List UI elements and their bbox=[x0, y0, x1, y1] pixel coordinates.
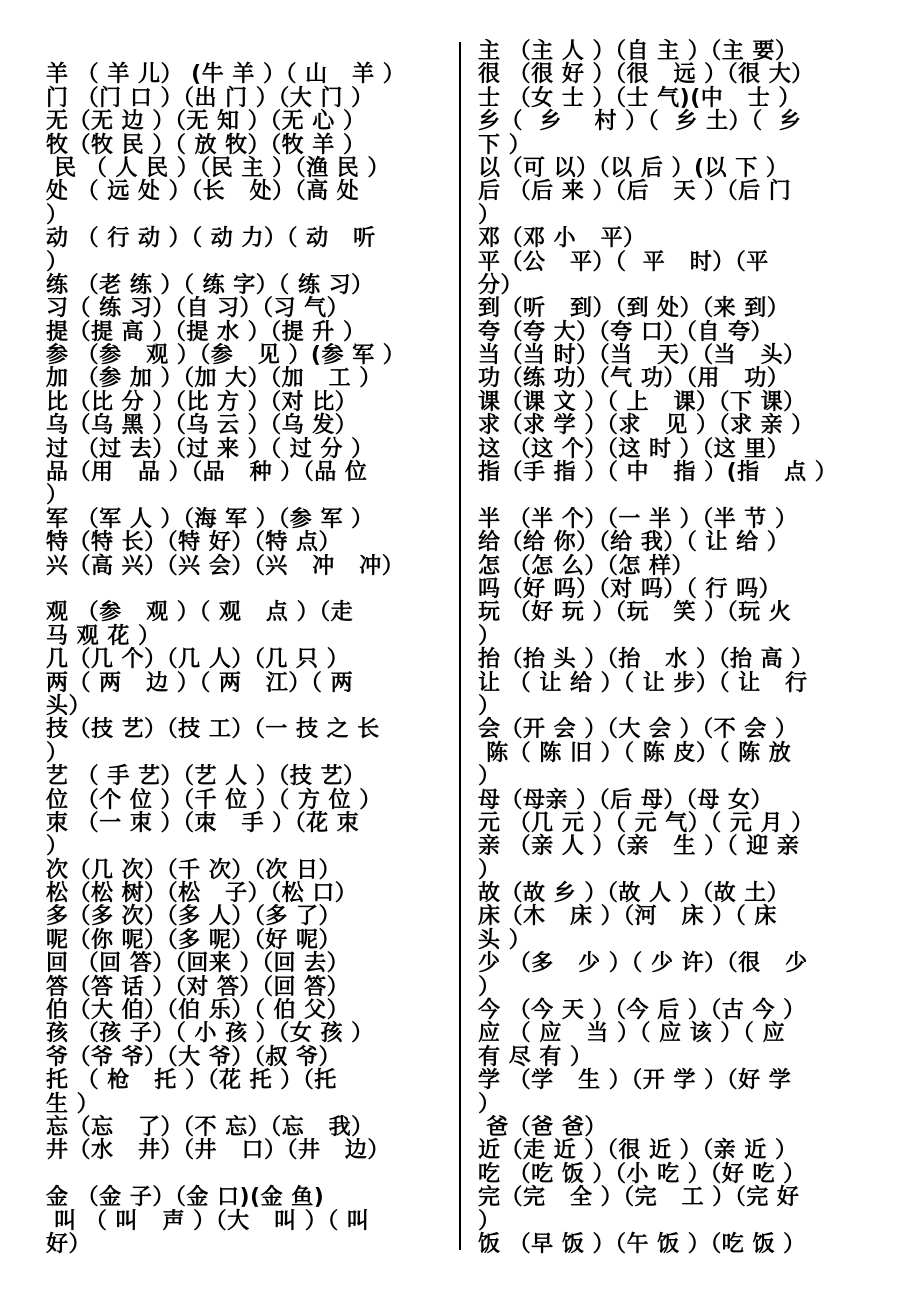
word-line: 无（无 边 ）（无 知 ）（无 心 ） bbox=[46, 109, 366, 135]
word-line: 头 ） bbox=[478, 927, 532, 953]
word-line bbox=[478, 484, 888, 507]
word-line: 几（几 个）（几 人）（几 只 ） bbox=[46, 647, 350, 673]
word-line: 好） bbox=[46, 1231, 92, 1257]
word-line: 这 （这 个）（这 时 ）（这 里） bbox=[478, 436, 790, 462]
word-line: 分） bbox=[478, 272, 524, 298]
word-line: 半 （半 个）（一 半 ）（半 节 ） bbox=[478, 506, 798, 532]
word-line: ） bbox=[478, 764, 501, 790]
word-line: ） bbox=[478, 1091, 501, 1117]
word-line: 门 （门 口 ）（出 门 ）（大 门 ） bbox=[46, 85, 374, 111]
word-line: 有 尽 有 ） bbox=[478, 1044, 593, 1070]
word-line: 次（几 次）（千 次）（次 日） bbox=[46, 857, 341, 883]
word-line: 忘（忘 了）（不 忘）（忘 我） bbox=[46, 1114, 374, 1140]
word-line: 参 （参 观 ）（参 见 ）(参 军 ） bbox=[46, 343, 406, 369]
word-line: 技（技 艺）（技 工）（一 技 之 长 bbox=[46, 717, 380, 743]
word-line: 井（水 井）（井 口）（井 边） bbox=[46, 1138, 390, 1164]
word-line: 处 （ 远 处 ）（长 处）（高 处 bbox=[46, 179, 360, 205]
word-line: 饭 （早 饭 ）（午 饭 ）（吃 饭 ） bbox=[478, 1231, 806, 1257]
word-line: 叫 （ 叫 声 ）（大 叫 ）（ 叫 bbox=[46, 1208, 370, 1234]
word-line: 兴（高 兴）（兴 会）（兴 冲 冲） bbox=[46, 553, 405, 579]
word-line: 松（松 树）（松 子）（松 口） bbox=[46, 881, 358, 907]
word-line: ） bbox=[478, 974, 501, 1000]
word-line: 夸（夸 大）（夸 口）（自 夸） bbox=[478, 319, 773, 345]
word-line: 观 （参 观 ）（ 观 点 ）（走 bbox=[46, 600, 354, 626]
word-line: 会（开 会 ）（大 会 ）（不 会 ） bbox=[478, 717, 798, 743]
word-line: ） bbox=[46, 202, 69, 228]
word-line: 回 （回 答）（回来 ）（回 去） bbox=[46, 951, 350, 977]
word-line: ） bbox=[46, 483, 69, 509]
word-line bbox=[46, 40, 448, 63]
word-line: 托 （ 枪 托 ）（花 托 ）（托 bbox=[46, 1068, 337, 1094]
word-line: 羊 （ 羊 儿） (牛 羊 ）（ 山 羊 ） bbox=[46, 62, 406, 88]
word-line: 牧（牧 民 ）（ 放 牧）（牧 羊 ） bbox=[46, 132, 366, 158]
word-line: 提（提 高 ）（提 水 ）（提 升 ） bbox=[46, 319, 366, 345]
word-line bbox=[46, 578, 448, 601]
word-line: 陈（ 陈 旧 ）（ 陈 皮）（ 陈 放 bbox=[478, 740, 792, 766]
word-line: 伯（大 伯）（伯 乐）（ 伯 父） bbox=[46, 998, 350, 1024]
word-line: 过 （过 去）（过 来 ）（ 过 分 ） bbox=[46, 436, 374, 462]
word-line: 乡（ 乡 村 ）（ 乡 土）（ 乡 bbox=[478, 109, 802, 135]
word-line: 完（完 全 ）（完 工 ）（完 好 bbox=[478, 1185, 800, 1211]
right-word-column bbox=[478, 40, 888, 1256]
word-line: 士 （女 士 ）（士 气)(中 士 ） bbox=[478, 85, 801, 111]
word-line: ） bbox=[46, 834, 69, 860]
word-line: 军 （军 人 ）（海 军 ）（参 军 ） bbox=[46, 506, 374, 532]
word-line: 多（多 次）（多 人）（多 了） bbox=[46, 904, 341, 930]
word-line: 练 （老 练 ）（ 练 字）（ 练 习） bbox=[46, 272, 374, 298]
word-line: 加 （参 加 ）（加 大）（加 工 ） bbox=[46, 366, 382, 392]
word-line: ） bbox=[478, 623, 501, 649]
word-line: 学 （学 生 ）（开 学 ）（好 学 bbox=[478, 1068, 792, 1094]
word-line: 品（用 品 ）（品 种 ）（品 位 bbox=[46, 460, 368, 486]
word-line: 课（课 文 ）（ 上 课）（下 课） bbox=[478, 389, 806, 415]
word-line: ） bbox=[46, 249, 69, 275]
word-line: 给（给 你）（给 我）（ 让 给 ） bbox=[478, 530, 790, 556]
word-line: 少 （多 少 ）（ 少 许）（很 少 bbox=[478, 951, 808, 977]
word-line: 朿 （一 朿 ）（朿 手 ）（花 朿 bbox=[46, 810, 360, 836]
word-line: 玩 （好 玩 ）（玩 笑 ）（玩 火 bbox=[478, 600, 792, 626]
word-line: 爷（爷 爷）（大 爷）（叔 爷） bbox=[46, 1044, 341, 1070]
word-line: ） bbox=[478, 857, 501, 883]
word-line: 指（手 指 ）（ 中 指 ）(指 点 ） bbox=[478, 460, 838, 486]
word-line: 动 （ 行 动 ）（ 动 力）（ 动 听 bbox=[46, 226, 376, 252]
left-word-column bbox=[46, 40, 448, 1256]
word-line: 应 （ 应 当 ）（ 应 该 ）（ 应 bbox=[478, 1021, 786, 1047]
column-divider bbox=[459, 42, 461, 1250]
word-line: 答（答 话 ）（对 答）（回 答） bbox=[46, 974, 350, 1000]
word-line: 怎 （怎 么）（怎 样） bbox=[478, 553, 694, 579]
word-line: 两（ 两 边 ）（ 两 江）（ 两 bbox=[46, 670, 354, 696]
word-line: 元 （几 元 ）（ 元 气）（ 元 月 ） bbox=[478, 810, 814, 836]
word-line: 金 （金 子）（金 口)(金 鱼) bbox=[46, 1185, 325, 1211]
word-line: 很 （很 好 ）（很 远 ）（很 大） bbox=[478, 62, 814, 88]
word-line: 主 （主 人 ）（自 主 ）（主 要） bbox=[478, 39, 798, 64]
word-line: ） bbox=[478, 202, 501, 228]
word-line: ） bbox=[478, 693, 501, 719]
word-line: 平（公 平）（ 平 时）（平 bbox=[478, 249, 769, 275]
word-line: 功（练 功）（气 功）（用 功） bbox=[478, 366, 790, 392]
word-line: ） bbox=[46, 740, 69, 766]
word-line: 吗（好 吗）（对 吗）（ 行 吗） bbox=[478, 576, 782, 602]
word-line: 后 （后 来 ）（后 天 ）（后 门 bbox=[478, 179, 792, 205]
word-line: 呢（你 呢）（多 呢）（好 呢） bbox=[46, 927, 341, 953]
word-line: 习（ 练 习）（自 习）（习 气） bbox=[46, 296, 350, 322]
word-line: 床（木 床 ）（河 床 ）（ 床 bbox=[478, 904, 777, 930]
word-line: 位 （个 位 ）（千 位 ）（ 方 位 ） bbox=[46, 787, 382, 813]
word-line: 爸（爸 爸） bbox=[478, 1114, 607, 1140]
word-line: 母（母亲 ）（后 母）（母 女） bbox=[478, 787, 773, 813]
word-line: 当（当 时）（当 天）（当 头） bbox=[478, 343, 806, 369]
word-line: 抬（抬 头 ）（抬 水 ）（抬 高 ） bbox=[478, 647, 814, 673]
word-line: 头） bbox=[46, 693, 92, 719]
word-line: 吃 （吃 饭 ）（小 吃 ）（好 吃 ） bbox=[478, 1161, 806, 1187]
word-line: 马 观 花 ） bbox=[46, 623, 161, 649]
word-line: 特（特 长）（特 好）（特 点） bbox=[46, 530, 341, 556]
word-line: 比（比 分 ）（比 方 ）（对 比） bbox=[46, 389, 358, 415]
word-line: ） bbox=[478, 1208, 501, 1234]
word-line: 孩 （孩 子）（ 小 孩 ）（女 孩 ） bbox=[46, 1021, 374, 1047]
word-line: 求（求 学 ）（求 见 ）（求 亲 ） bbox=[478, 413, 814, 439]
word-line: 乌（乌 黑 ）（乌 云 ）（乌 发） bbox=[46, 413, 358, 439]
word-line: 到（听 到）（到 处）（来 到） bbox=[478, 296, 790, 322]
word-line: 艺 （ 手 艺）（艺 人 ）（技 艺） bbox=[46, 764, 366, 790]
word-line: 邓（邓 小 平） bbox=[478, 226, 646, 252]
word-line bbox=[46, 1163, 448, 1186]
word-line: 故（故 乡 ）（故 人 ）（故 土） bbox=[478, 881, 790, 907]
word-line: 亲 （亲 人 ）（亲 生 ）（ 迎 亲 bbox=[478, 834, 800, 860]
word-line: 下 ） bbox=[478, 132, 532, 158]
word-line: 以（可 以）（以 后 ）(以 下 ） bbox=[478, 155, 789, 181]
word-line: 民 （ 人 民 ）（民 主 ）（渔 民 ） bbox=[46, 155, 390, 181]
word-line: 今 （今 天 ）（今 后 ）（古 今 ） bbox=[478, 998, 806, 1024]
word-line: 生 ） bbox=[46, 1091, 100, 1117]
word-line: 近（走 近 ）（很 近 ）（亲 近 ） bbox=[478, 1138, 798, 1164]
word-line: 让 （ 让 给 ）（ 让 步）（ 让 行 bbox=[478, 670, 808, 696]
